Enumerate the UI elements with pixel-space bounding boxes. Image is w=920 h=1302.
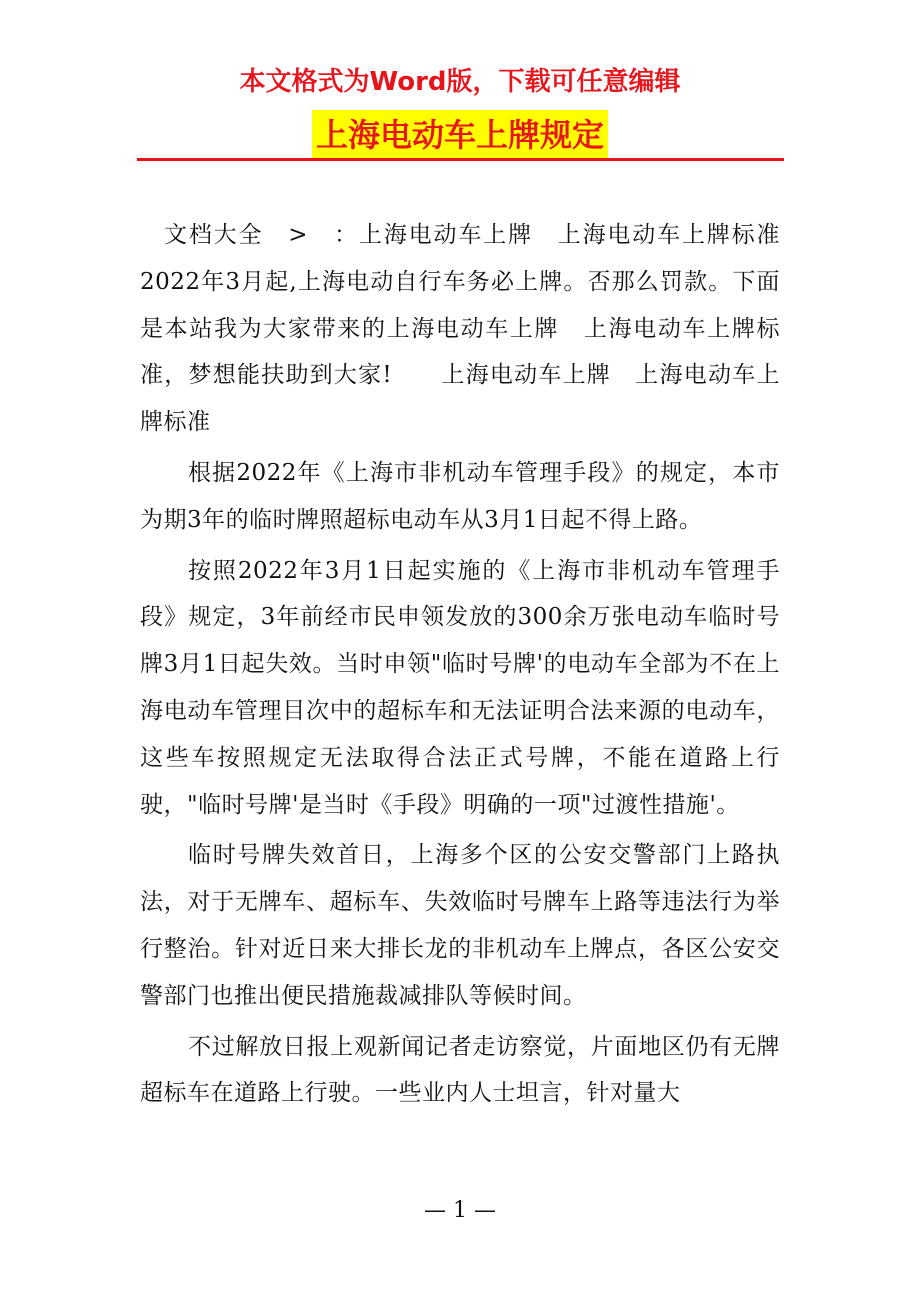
document-title: 上海电动车上牌规定 (312, 110, 608, 160)
title-divider (137, 158, 784, 161)
title-container (0, 110, 920, 160)
document-body (140, 212, 804, 1121)
paragraph: 临时号牌失效首日，上海多个区的公安交警部门上路执法，对于无牌车、超标车、失效临时号牌车上路等违法行为举行整治。针对近日来大排长龙的非机动车上牌点，各区公安交警部门也推出便民措施裁减排队等候时间。 (140, 842, 780, 1009)
paragraph: 按照2022年3月1日起实施的《上海市非机动车管理手段》规定，3年前经市民申领发放的300余万张电动车临时号牌3月1日起失效。当时申领"临时号牌'的电动车全部为不在上海电动车管理目次中的超标车和无法证明合法来源的电动车，这些车按照规定无法取得合法正式号牌，不能在道路上行驶，"临时号牌'是当时《手段》明确的一项"过渡性措施'。 (140, 557, 780, 818)
page-number: — 1 — (424, 1198, 496, 1223)
paragraph: 不过解放日报上观新闻记者走访察觉，片面地区仍有无牌超标车在道路上行驶。一些业内人士坦言，针对量大 (140, 1033, 780, 1107)
paragraph: 根据2022年《上海市非机动车管理手段》的规定，本市为期3年的临时牌照超标电动车从3月1日起不得上路。 (140, 459, 780, 533)
format-notice-banner: 本文格式为Word版，下载可任意编辑 (239, 67, 681, 97)
paragraph: 文档大全 > ：上海电动车上牌 上海电动车上牌标准 2022年3月起,上海电动自行车务必上牌。否那么罚款。下面是本站我为大家带来的上海电动车上牌 上海电动车上牌标准，梦想能扶助到大家! 上海电动车上牌 上海电动车上牌标准 (140, 222, 804, 436)
